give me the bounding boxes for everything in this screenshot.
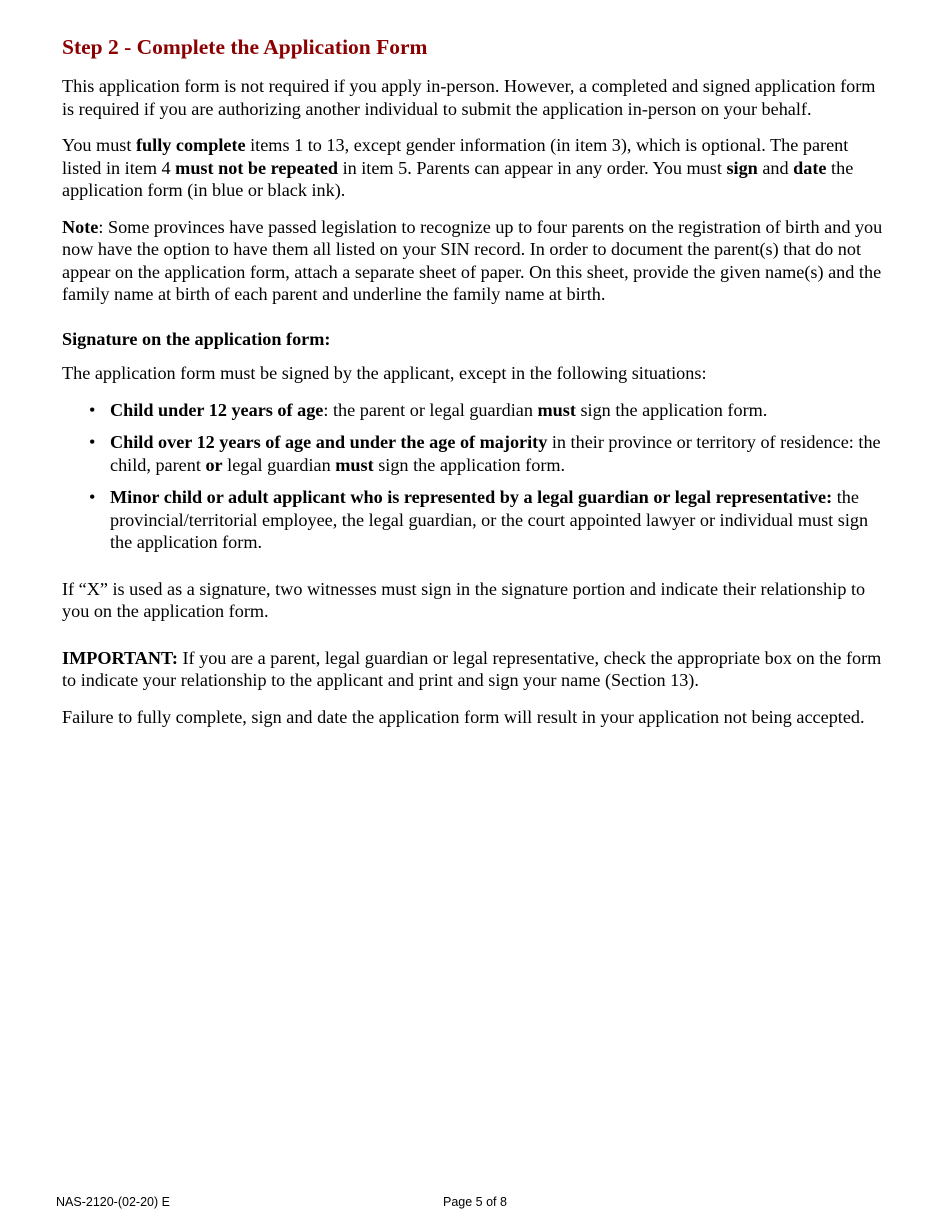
list-item-bold: or: [205, 454, 223, 475]
list-item-bold: Child under 12 years of age: [110, 399, 324, 420]
requirements-text: and: [757, 157, 794, 178]
list-item-text: sign the application form.: [575, 399, 768, 420]
list-item-text: in their province or territory of residence: the child, parent: [110, 432, 881, 475]
list-item-text: sign the application form.: [373, 454, 566, 475]
note-text: : Some provinces have passed legislation to recognize up to four parents on the registration of birth and you now have the option to have them all listed on your SIN record. In order to document the parent(s) that do not appear on the application form, attach a separate sheet of paper. On this sheet, provide the given name(s) and the family name at birth of each parent and underline the family name at birth.: [62, 216, 883, 304]
list-item-text: legal guardian: [222, 454, 336, 475]
requirements-text: items 1 to 13, except gender information (in item 3), which is optional. The parent listed in item 4: [62, 135, 849, 178]
note-label: Note: [62, 216, 99, 237]
requirements-bold: date: [793, 157, 827, 178]
failure-paragraph: Failure to fully complete, sign and date the application form will result in your application not being accepted.: [62, 706, 865, 727]
important-paragraph: [62, 647, 892, 692]
list-item-bold: must: [335, 454, 374, 475]
important-text: If you are a parent, legal guardian or legal representative, check the appropriate box on the form to indicate your relationship to the applicant and print and sign your name (Section 13).: [62, 647, 882, 690]
signature-intro: The application form must be signed by the applicant, except in the following situations:: [62, 363, 707, 383]
page-number: Page 5 of 8: [443, 1195, 507, 1209]
important-label: IMPORTANT:: [62, 647, 178, 668]
list-item: [110, 486, 892, 554]
page-title: Step 2 - Complete the Application Form: [62, 35, 428, 59]
form-id: NAS-2120-(02-20) E: [56, 1195, 170, 1209]
requirements-text: the application form (in blue or black ink).: [62, 157, 854, 200]
list-item-bold: must: [537, 399, 576, 420]
requirements-paragraph: [62, 134, 892, 202]
requirements-text: You must: [62, 135, 136, 155]
requirements-text: in item 5. Parents can appear in any order. You must: [338, 157, 727, 178]
list-item-text: the provincial/territorial employee, the legal guardian, or the court appointed lawyer or individual must sign the application form.: [110, 487, 869, 552]
list-item: [110, 431, 892, 476]
list-item-bold: Minor child or adult applicant who is represented by a legal guardian or legal representative:: [110, 487, 833, 507]
document-page: [62, 33, 892, 742]
note-paragraph: [62, 216, 892, 306]
requirements-bold: sign: [726, 157, 758, 178]
signature-heading: Signature on the application form:: [62, 328, 331, 349]
list-item: [110, 399, 892, 422]
signature-exceptions-list: [62, 399, 892, 554]
requirements-bold: fully complete: [135, 135, 246, 155]
requirements-bold: must not be repeated: [175, 157, 339, 178]
intro-paragraph: This application form is not required if you apply in-person. However, a completed and signed application form is required if you are authorizing another individual to submit the application in-person on your behalf.: [62, 76, 876, 119]
list-item-bold: Child over 12 years of age and under the age of majority: [110, 432, 548, 452]
x-signature-paragraph: If “X” is used as a signature, two witnesses must sign in the signature portion and indicate their relationship to you on the application form.: [62, 578, 866, 621]
list-item-text: : the parent or legal guardian: [323, 399, 538, 420]
